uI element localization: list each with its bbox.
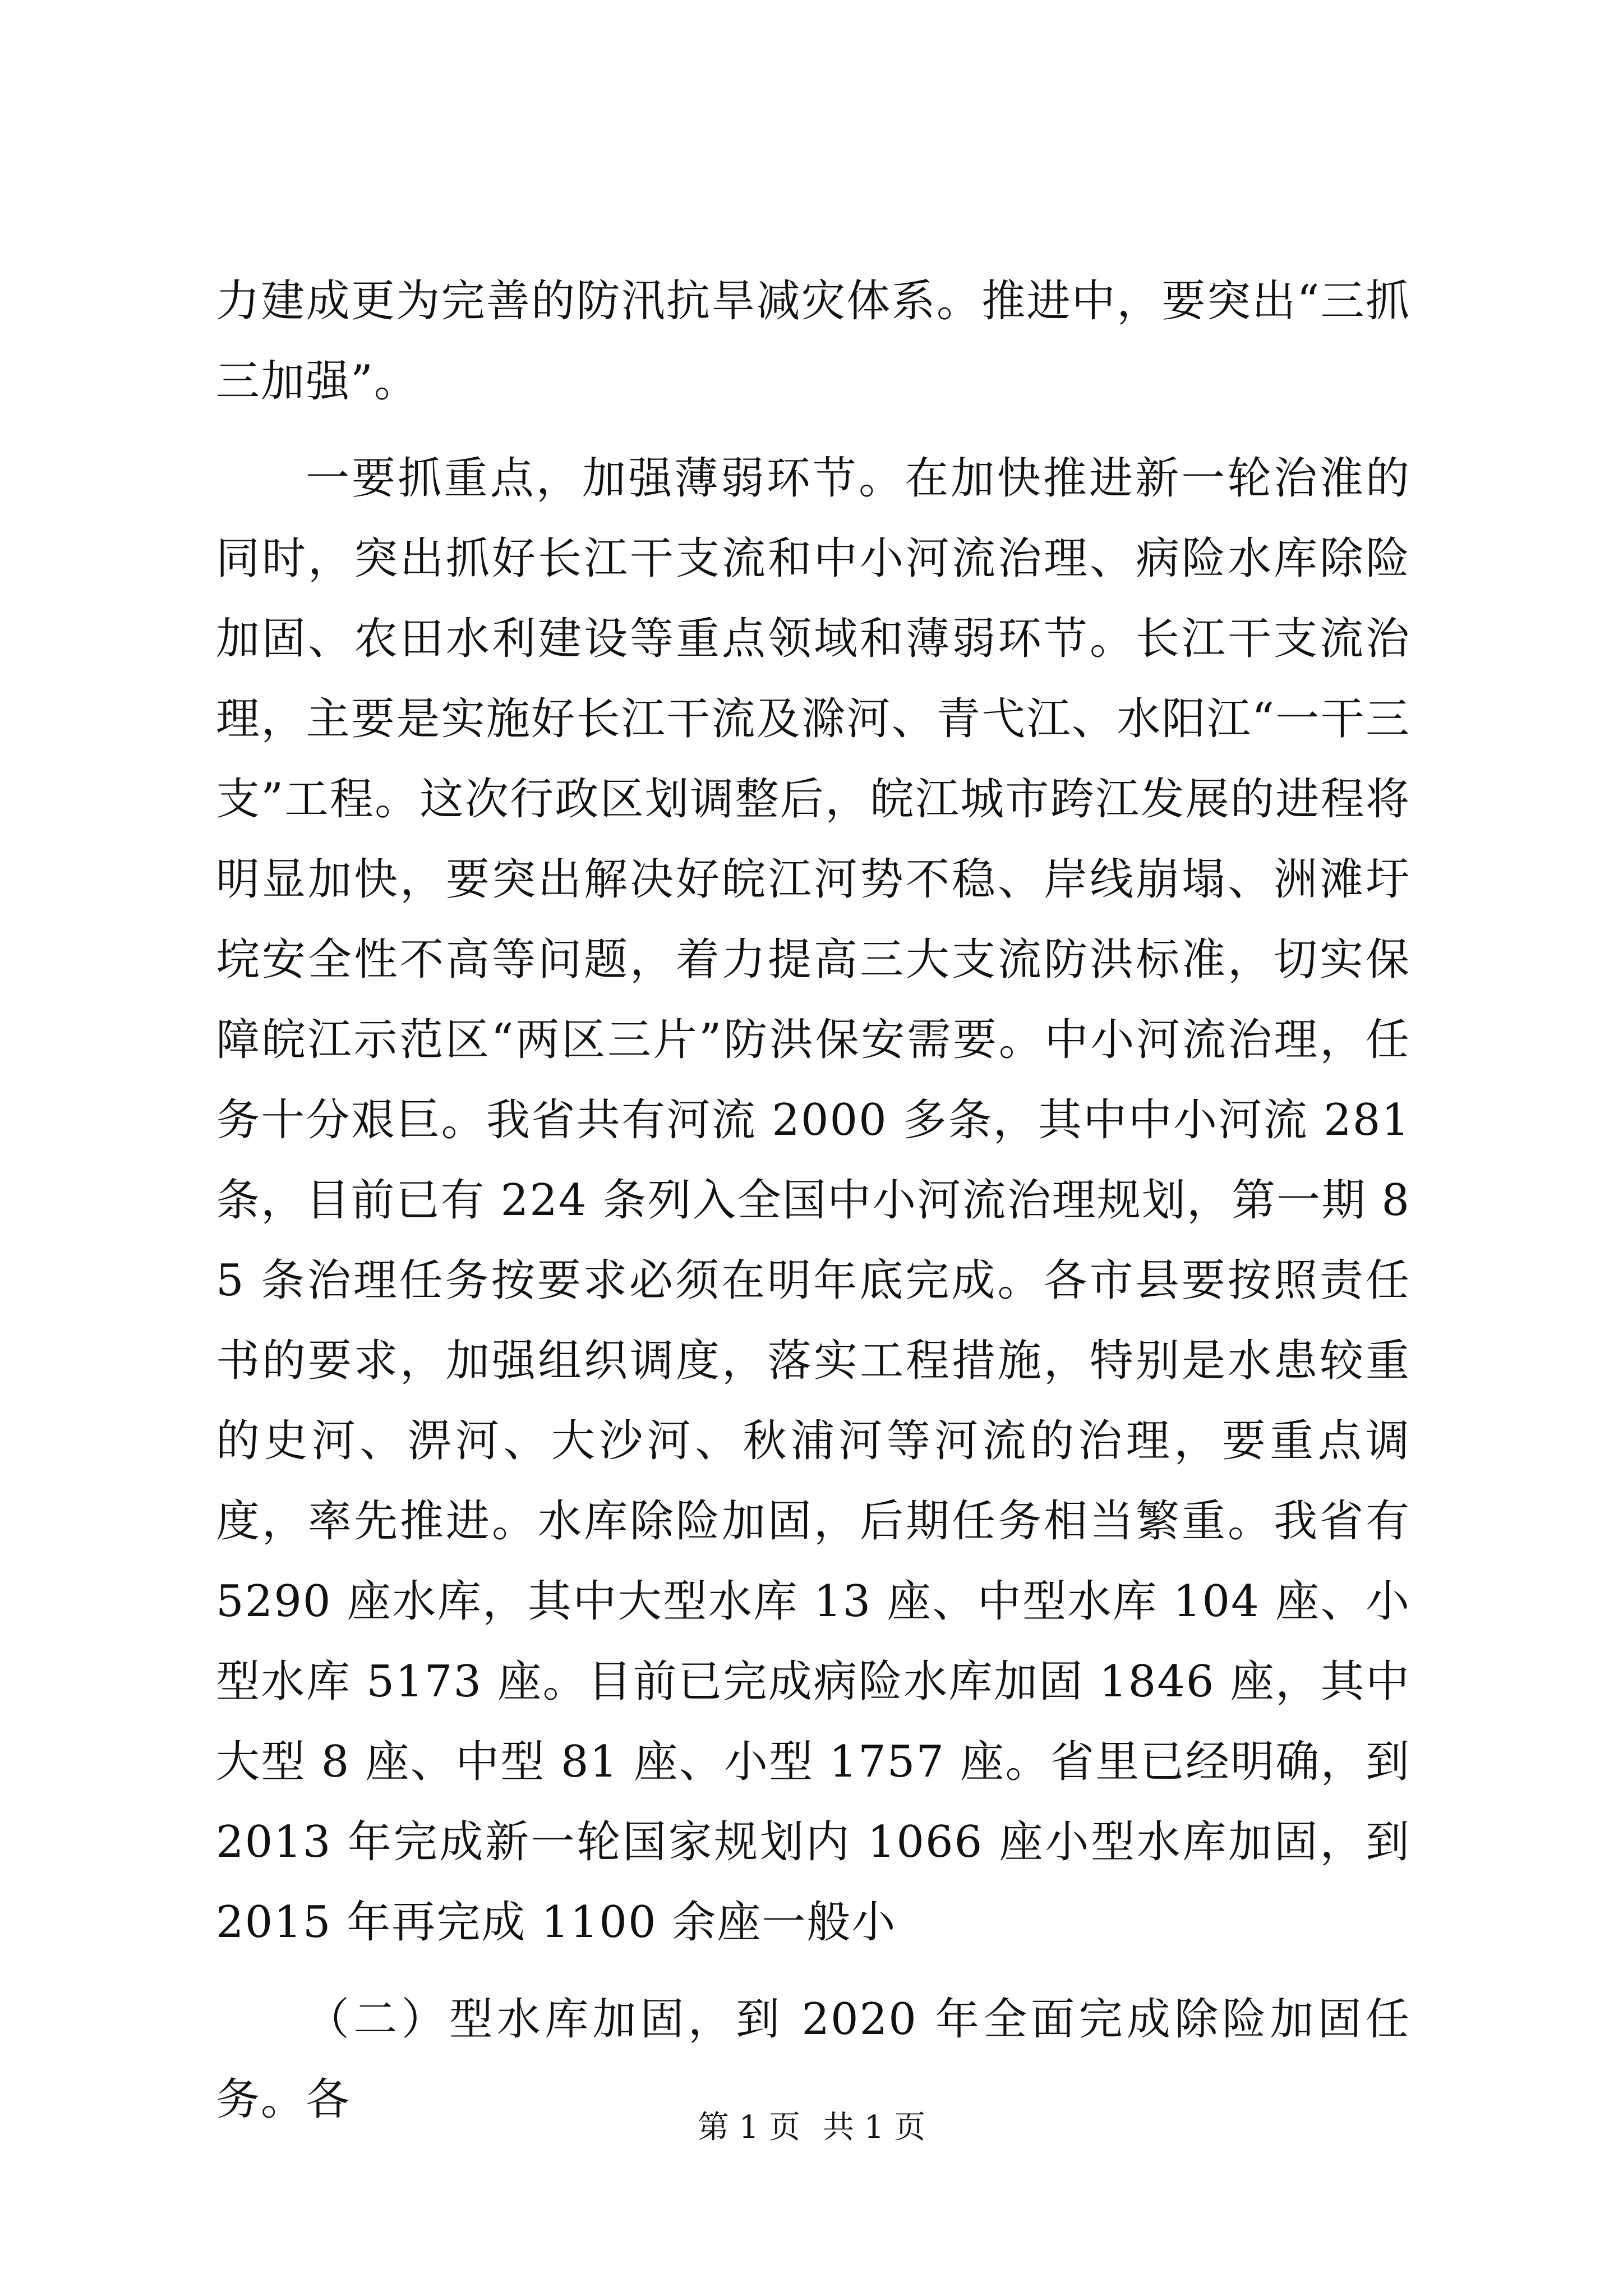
- page-number-total: 共 1 页: [823, 2109, 926, 2146]
- paragraph-key-points: 一要抓重点，加强薄弱环节。在加快推进新一轮治淮的同时，突出抓好长江干支流和中小河流治理、病险水库除险加固、农田水利建设等重点领域和薄弱环节。长江干支流治理，主要是实施好长江干流及滁河、青弋江、水阳江“一干三支”工程。这次行政区划调整后，皖江城市跨江发展的进程将明显加快，要突出解决好皖江河势不稳、岸线崩塌、洲滩圩垸安全性不高等问题，着力提高三大支流防洪标准，切实保障皖江示范区“两区三片”防洪保安需要。中小河流治理，任务十分艰巨。我省共有河流 2000 多条，其中中小河流 281 条，目前已有 224 条列入全国中小河流治理规划，第一期 85 条治理任务按要求必须在明年底完成。各市县要按照责任书的要求，加强组织调度，落实工程措施，特别是水患较重的史河、淠河、大沙河、秋浦河等河流的治理，要重点调度，率先推进。水库除险加固，后期任务相当繁重。我省有 5290 座水库，其中大型水库 13 座、中型水库 104 座、小型水库 5173 座。目前已完成病险水库加固 1846 座，其中大型 8 座、中型 81 座、小型 1757 座。省里已经明确，到 2013 年完成新一轮国家规划内 1066 座小型水库加固，到 2015 年再完成 1100 余座一般小: [216, 453, 1410, 1948]
- paragraph-section-two: （二）型水库加固，到 2020 年全面完成除险加固任务。各: [216, 1994, 1410, 2125]
- document-body: [216, 261, 1410, 2140]
- page-number-current: 第 1 页: [697, 2109, 800, 2146]
- page-footer: [0, 2108, 1623, 2147]
- paragraph-continuation: 力建成更为完善的防汛抗旱减灾体系。推进中，要突出“三抓三加强”。: [216, 276, 1410, 407]
